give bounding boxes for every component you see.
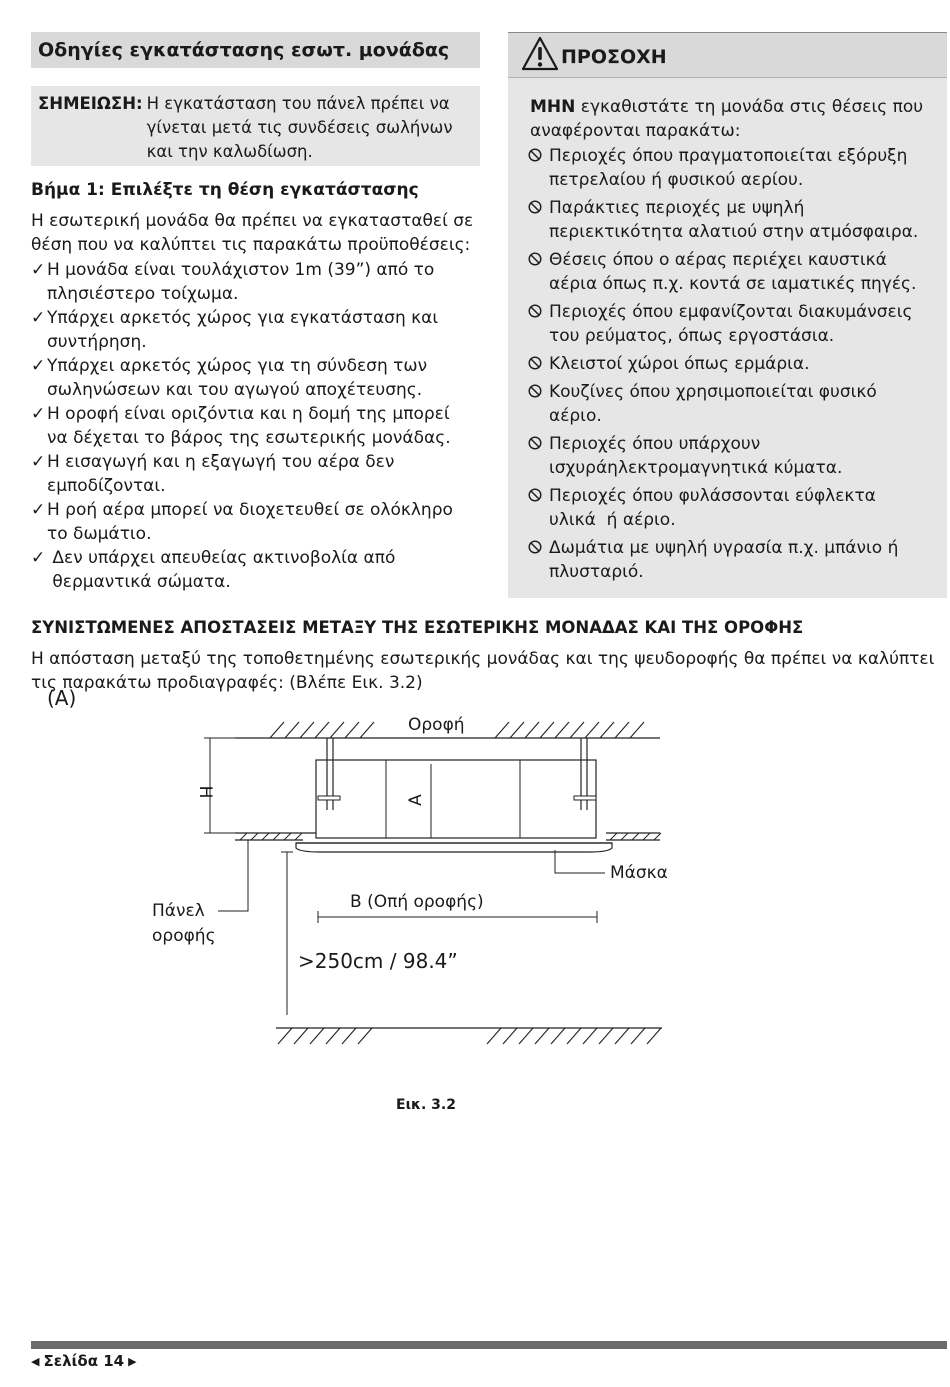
- check-mark-icon: ✓: [31, 260, 46, 280]
- prohibited-location-line: Παράκτιες περιοχές με υψηλή: [549, 198, 805, 218]
- prohibited-location-line: αέρια όπως π.χ. κοντά σε ιαματικές πηγές.: [549, 274, 917, 294]
- prohibited-icon: [528, 200, 542, 214]
- installation-note: [31, 86, 480, 166]
- a-label: A: [406, 794, 426, 806]
- requirements-list: [31, 258, 486, 594]
- check-line: το δωμάτιο.: [47, 524, 152, 544]
- warning-title: ΠΡΟΣΟΧΗ: [561, 46, 667, 68]
- floor-hatch: [278, 1028, 661, 1044]
- figure-caption: Εικ. 3.2: [396, 1097, 456, 1113]
- prohibited-location-line: ισχυράηλεκτρομαγνητικά κύματα.: [549, 458, 843, 478]
- check-mark-icon: ✓: [31, 548, 46, 568]
- step-title: Βήμα 1: Επιλέξτε τη θέση εγκατάστασης: [31, 180, 419, 200]
- check-line: σωληνώσεων και του αγωγού αποχέτευσης.: [47, 380, 423, 400]
- check-item: [31, 306, 486, 354]
- prohibited-icon: [528, 384, 542, 398]
- prohibited-location-line: του ρεύματος, όπως εργοστάσια.: [549, 326, 835, 346]
- check-mark-icon: ✓: [31, 404, 46, 424]
- check-line: Η ροή αέρα μπορεί να διοχετευθεί σε ολόκληρο: [47, 500, 453, 520]
- prohibited-icon: [528, 488, 542, 502]
- warning-intro-rest: εγκαθιστάτε τη μονάδα στις θέσεις που: [575, 97, 924, 117]
- opening-label: B (Οπή οροφής): [350, 892, 484, 912]
- prohibited-location-line: πλυσταριό.: [549, 562, 644, 582]
- prohibited-location-line: Περιοχές όπου υπάρχουν: [549, 434, 761, 454]
- panel-leader: [218, 840, 248, 911]
- h-label: H: [195, 785, 215, 799]
- check-mark-icon: ✓: [31, 356, 46, 376]
- check-item: [31, 498, 486, 546]
- prohibited-location-line: πετρελαίου ή φυσικού αερίου.: [549, 170, 804, 190]
- note-line: γίνεται μετά τις συνδέσεις σωλήνων: [146, 118, 453, 137]
- warning-header: [508, 32, 947, 78]
- prohibited-icon: [528, 304, 542, 318]
- check-line: συντήρηση.: [47, 332, 147, 352]
- prohibited-location-line: Περιοχές όπου πραγματοποιείται εξόρυξη: [549, 146, 908, 166]
- panel-label-line-2: οροφής: [152, 926, 216, 946]
- prohibited-location-line: Θέσεις όπου ο αέρας περιέχει καυστικά: [549, 250, 887, 270]
- check-line: Υπάρχει αρκετός χώρος για εγκατάσταση και: [47, 308, 439, 328]
- prohibited-location-line: αέριο.: [549, 406, 602, 426]
- footer-bar: [31, 1341, 947, 1349]
- distances-text-line: Η απόσταση μεταξύ της τοποθετημένης εσωτερικής μονάδας και της ψευδοροφής θα πρέπει να καλύπτει: [31, 649, 935, 669]
- prohibited-icon: [528, 356, 542, 370]
- prohibited-location-line: Δωμάτια με υψηλή υγρασία π.χ. μπάνιο ή: [549, 538, 899, 558]
- check-line: Η οροφή είναι οριζόντια και η δομή της μπορεί: [47, 404, 450, 424]
- check-mark-icon: ✓: [31, 452, 46, 472]
- prohibited-location-item: [528, 196, 943, 244]
- mask-label: Μάσκα: [610, 863, 668, 883]
- prohibited-icon: [528, 436, 542, 450]
- check-line: Η εισαγωγή και η εξαγωγή του αέρα δεν: [47, 452, 395, 472]
- check-item: [31, 402, 486, 450]
- warning-intro: [530, 95, 940, 143]
- step-intro: [31, 209, 483, 257]
- distances-text-line: τις παρακάτω προδιαγραφές: (Βλέπε Εικ. 3.2): [31, 673, 423, 693]
- prohibited-location-line: περιεκτικότητα αλατιού στην ατμόσφαιρα.: [549, 222, 919, 242]
- mask-leader: [555, 850, 605, 873]
- prohibited-location-item: [528, 248, 943, 296]
- mask-panel: [296, 843, 612, 852]
- figure-label-a: (A): [47, 686, 77, 710]
- check-mark-icon: ✓: [31, 308, 46, 328]
- prohibited-locations-list: [528, 144, 943, 588]
- page-number: Σελίδα 14: [43, 1352, 125, 1370]
- check-item: [31, 258, 486, 306]
- ceiling-label: Οροφή: [408, 715, 465, 735]
- prohibited-location-line: Κλειστοί χώροι όπως ερμάρια.: [549, 354, 810, 374]
- prohibited-location-line: Περιοχές όπου εμφανίζονται διακυμάνσεις: [549, 302, 913, 322]
- prohibited-location-item: [528, 484, 943, 532]
- check-line: να δέχεται το βάρος της εσωτερικής μονάδας.: [47, 428, 451, 448]
- intro-line: Η εσωτερική μονάδα θα πρέπει να εγκατασταθεί σε: [31, 211, 474, 231]
- warning-triangle-icon: [521, 36, 559, 72]
- warning-box: [508, 32, 947, 598]
- intro-line: θέση που να καλύπτει τις παρακάτω προϋποθέσεις:: [31, 235, 471, 255]
- check-line: Δεν υπάρχει απευθείας ακτινοβολία από: [47, 548, 396, 568]
- page-footer: [31, 1352, 137, 1370]
- warning-intro-line: αναφέρονται παρακάτω:: [530, 121, 741, 141]
- prohibited-location-item: [528, 352, 943, 376]
- check-item: [31, 450, 486, 498]
- next-page-icon[interactable]: ▶: [128, 1354, 137, 1368]
- prohibited-location-item: [528, 536, 943, 584]
- check-item: [31, 354, 486, 402]
- check-line: Υπάρχει αρκετός χώρος για τη σύνδεση των: [47, 356, 428, 376]
- prohibited-location-item: [528, 300, 943, 348]
- prohibited-icon: [528, 540, 542, 554]
- section-title: Οδηγίες εγκατάστασης εσωτ. μονάδας: [31, 32, 480, 68]
- check-line: θερμαντικά σώματα.: [47, 572, 231, 592]
- check-line: εμποδίζονται.: [47, 476, 166, 496]
- prohibited-location-item: [528, 380, 943, 428]
- prohibited-icon: [528, 148, 542, 162]
- installation-diagram: [0, 680, 950, 1100]
- height-label: >250cm / 98.4”: [298, 949, 458, 973]
- check-item: [31, 546, 486, 594]
- prohibited-location-line: Κουζίνες όπου χρησιμοποιείται φυσικό: [549, 382, 877, 402]
- prohibited-icon: [528, 252, 542, 266]
- note-label: ΣΗΜΕΙΩΣΗ:: [38, 94, 143, 113]
- check-line: πλησιέστερο τοίχωμα.: [47, 284, 239, 304]
- warning-intro-line: [530, 95, 940, 119]
- note-line: και την καλωδίωση.: [146, 142, 313, 161]
- distances-heading: ΣΥΝΙΣΤΩΜΕΝΕΣ ΑΠΟΣΤΑΣΕΙΣ ΜΕΤΑΞΥ ΤΗΣ ΕΣΩΤΕΡΙΚΗΣ ΜΟΝΑΔΑΣ ΚΑΙ ΤΗΣ ΟΡΟΦΗΣ: [31, 618, 804, 637]
- note-text: [143, 92, 453, 166]
- warning-intro-bold: ΜΗΝ: [530, 97, 576, 117]
- check-mark-icon: ✓: [31, 500, 46, 520]
- prohibited-location-line: υλικά ή αέριο.: [549, 510, 676, 530]
- check-line: Η μονάδα είναι τουλάχιστον 1m (39”) από το: [47, 260, 435, 280]
- indoor-unit: [316, 760, 596, 838]
- prev-page-icon[interactable]: ◀: [31, 1354, 40, 1368]
- prohibited-location-item: [528, 432, 943, 480]
- panel-label-line-1: Πάνελ: [152, 901, 205, 921]
- note-line: Η εγκατάσταση του πάνελ πρέπει να: [146, 94, 450, 113]
- prohibited-location-item: [528, 144, 943, 192]
- prohibited-location-line: Περιοχές όπου φυλάσσονται εύφλεκτα: [549, 486, 876, 506]
